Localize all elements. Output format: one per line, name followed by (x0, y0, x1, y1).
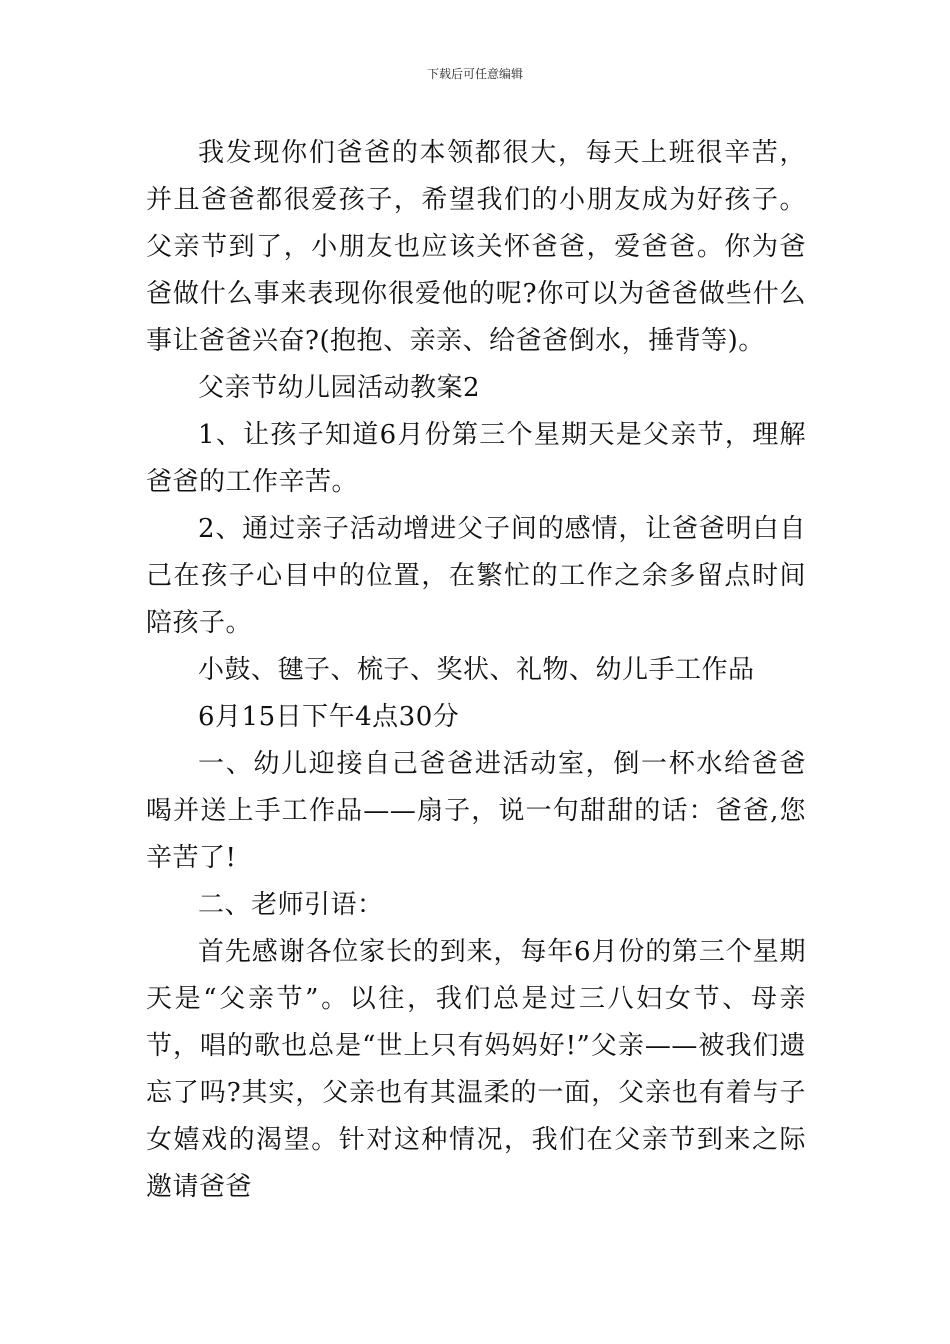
teacher-introduction: 首先感谢各位家长的到来，每年6月份的第三个星期天是“父亲节”。以往，我们总是过三八妇女节、母亲节，唱的歌也总是“世上只有妈妈好!”父亲——被我们遗忘了吗?其实，父亲也有其温柔的一面，父亲也有着与子女嬉戏的渴望。针对这种情况，我们在父亲节到来之际邀请爸爸 (146, 937, 806, 1202)
step-1: 一、幼儿迎接自己爸爸进活动室，倒一杯水给爸爸喝并送上手工作品——扇子，说一句甜甜的话：爸爸,您辛苦了! (146, 749, 806, 873)
materials-list: 小鼓、毽子、梳子、奖状、礼物、幼儿手工作品 (198, 655, 755, 685)
section-title: 父亲节幼儿园活动教案2 (198, 373, 481, 403)
objective-1: 1、让孩子知道6月份第三个星期天是父亲节，理解爸爸的工作辛苦。 (146, 420, 806, 497)
activity-time: 6月15日下午4点30分 (198, 702, 460, 732)
objective-2: 2、通过亲子活动增进父子间的感情，让爸爸明白自己在孩子心目中的位置，在繁忙的工作之余多留点时间陪孩子。 (146, 514, 806, 638)
page-header: 下载后可任意编辑 (426, 67, 523, 81)
step-2-heading: 二、老师引语： (198, 890, 384, 920)
document-body (146, 130, 806, 1211)
paragraph-intro: 我发现你们爸爸的本领都很大，每天上班很辛苦，并且爸爸都很爱孩子，希望我们的小朋友成为好孩子。父亲节到了，小朋友也应该关怀爸爸，爱爸爸。你为爸爸做什么事来表现你很爱他的呢?你可以为爸爸做些什么事让爸爸兴奋?(抱抱、亲亲、给爸爸倒水，捶背等)。 (146, 138, 806, 356)
